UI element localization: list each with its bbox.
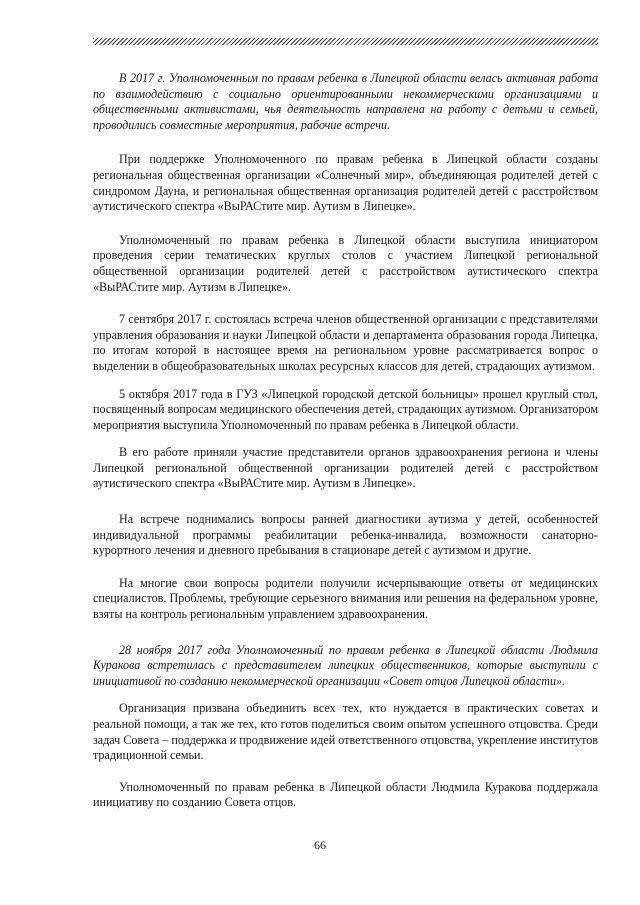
paragraph-2: При поддержке Уполномоченного по правам ребенка в Липецкой области созданы региональная общественная организации «Солнечный мир», объединяющая родителей детей с синдромом Дауна, и региональная общественная организация родителей детей с расстройством аутистического спектра «ВыРАСтите мир. Аутизм в Липецке». [93,152,598,214]
paragraph-9: 28 ноября 2017 года Уполномоченный по правам ребенка в Липецкой области Людмила Куракова встретилась с представителем липецких общественников, которые выступили с инициативой по созданию некоммерческой организации «Совет отцов Липецкой области». [93,642,598,688]
header-rule [93,38,598,45]
paragraph-3: Уполномоченный по правам ребенка в Липецкой области выступила инициатором проведения серии тематических круглых столов с участием Липецкой региональной общественной организации родителей детей с расстройством аутистического спектра «ВыРАСтите мир. Аутизм в Липецке». [93,232,598,294]
paragraph-1: В 2017 г. Уполномоченным по правам ребенка в Липецкой области велась активная работа по взаимодействию с социально ориентированными некоммерческими организациями и общественными активистами, чья деятельность направлена на работу с детьми и семьей, проводились совместные мероприятия, рабочие встречи. [93,71,598,132]
paragraph-10: Организация призвана объединить всех тех, кто нуждается в практических советах и реальной помощи, а так же тех, кто готов поделиться своим опытом успешного отцовства. Среди задач Совета – поддержка и продвижение идей ответственного отцовства, укрепление институтов традиционной семьи. [93,701,598,763]
paragraph-5: 5 октября 2017 года в ГУЗ «Липецкой городской детской больницы» прошел круглый стол, посвященный вопросам медицинского обеспечения детей, страдающих аутизмом. Организатором мероприятия выступила Уполномоченный по правам ребенка в Липецкой области. [93,386,598,432]
paragraph-7: На встрече поднимались вопросы ранней диагностики аутизма у детей, особенностей индивидуальной программы реабилитации ребенка-инвалида, возможности санаторно-курортного лечения и дневного пребывания в стационаре детей с аутизмом и другие. [93,512,598,558]
paragraph-11: Уполномоченный по правам ребенка в Липецкой области Людмила Куракова поддержала инициативу по созданию Совета отцов. [93,779,598,810]
paragraph-8: На многие свои вопросы родители получили исчерпывающие ответы от медицинских специалистов. Проблемы, требующие серьезного внимания или решения на федеральном уровне, взяты на контроль региональным управлением здравоохранения. [93,575,598,622]
paragraph-6: В его работе приняли участие представители органов здравоохранения региона и члены Липецкой региональной общественной организации родителей детей с расстройством аутистического спектра «ВыРАСтите мир. Аутизм в Липецке». [93,445,598,491]
document-body [93,71,598,811]
paragraph-4: 7 сентября 2017 г. состоялась встреча членов общественной организации с представителями управления образования и науки Липецкой области и департамента образования города Липецка, по итогам которой в настоящее время на региональном уровне рассматривается вопрос о выделении в общеобразовательных школах ресурсных классов для детей, страдающих аутизмом. [93,312,598,373]
page-number: 66 [314,838,326,852]
